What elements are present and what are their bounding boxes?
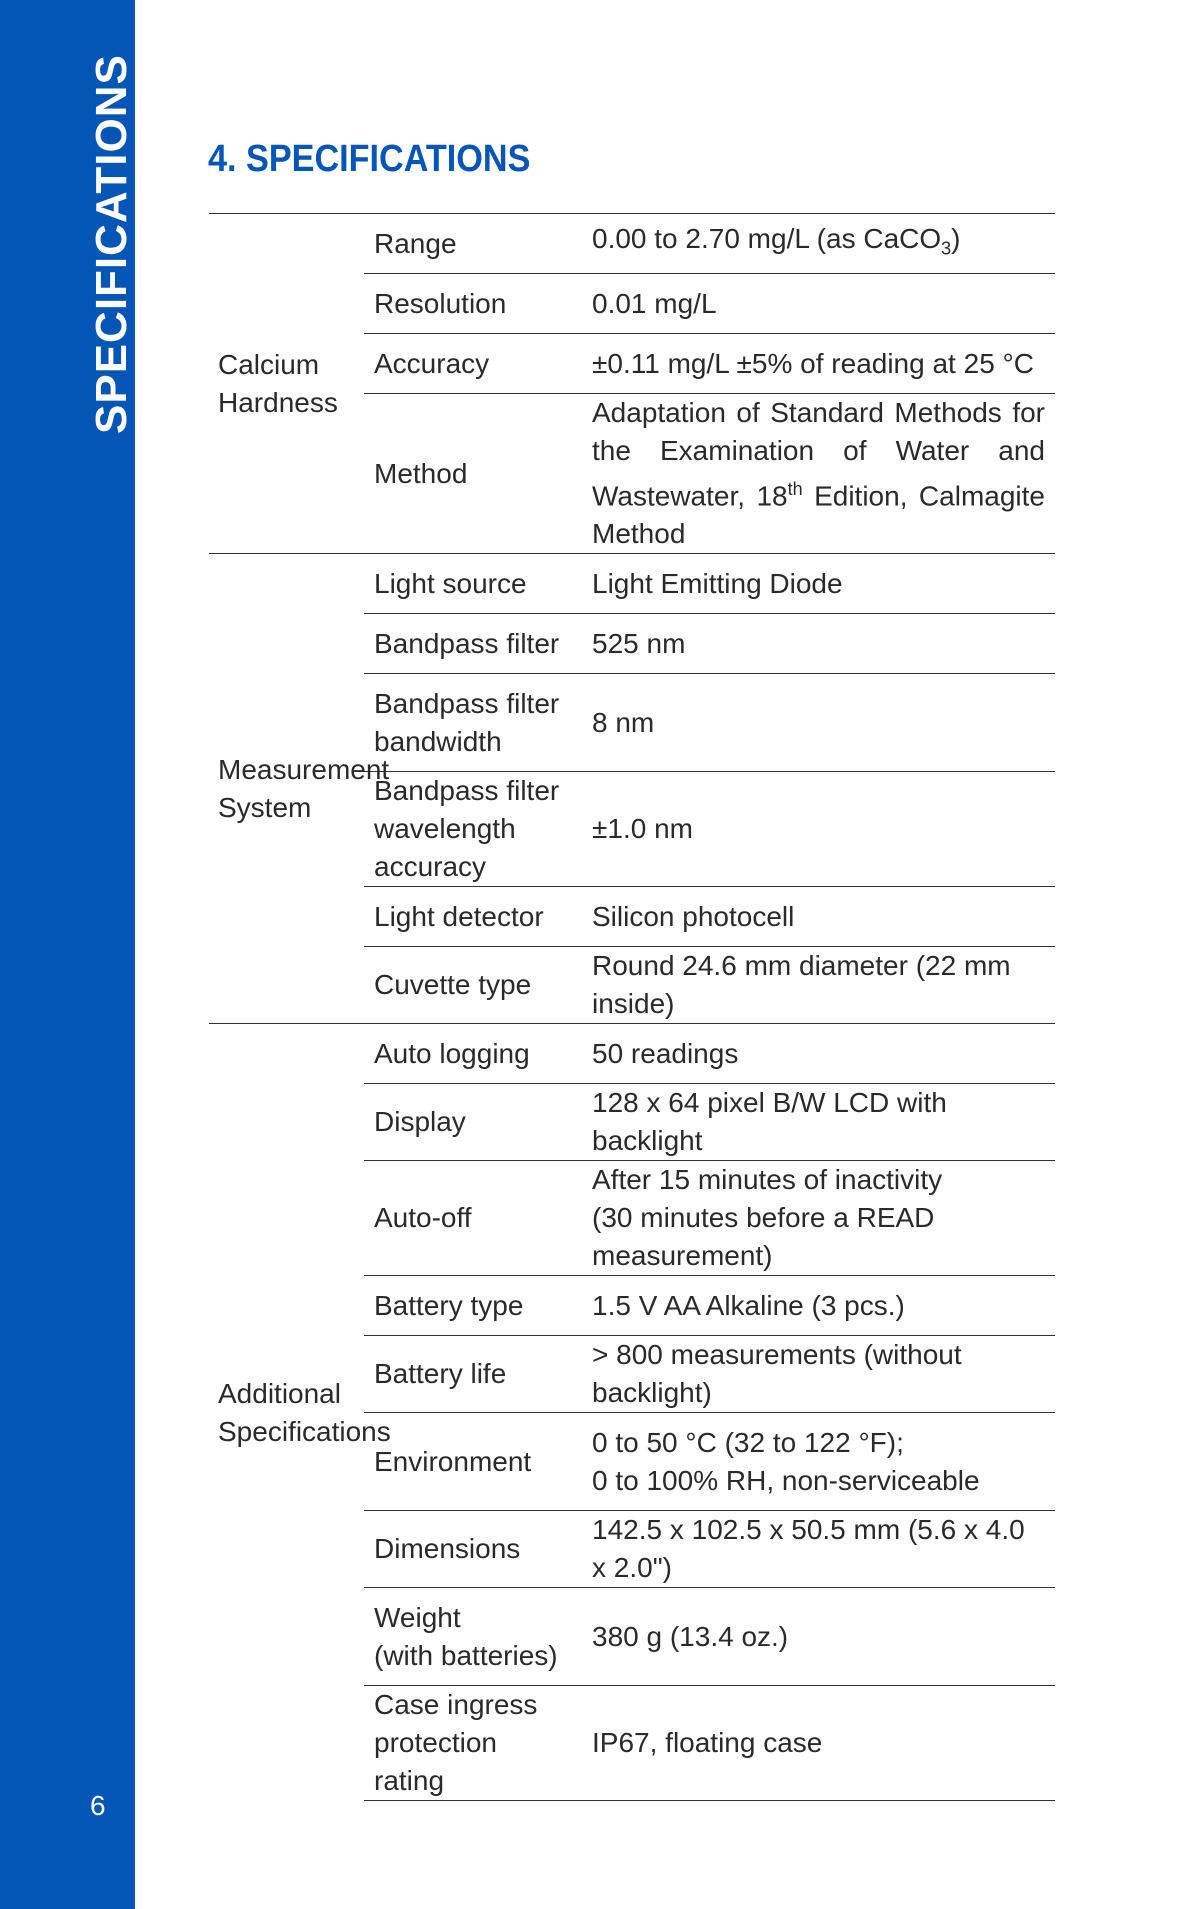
param-value: 1.5 V AA Alkaline (3 pcs.): [582, 1276, 1055, 1336]
param-value: After 15 minutes of inactivity (30 minutes before a READ measurement): [582, 1161, 1055, 1276]
param-label: Weight (with batteries): [364, 1588, 582, 1686]
param-value: 0 to 50 °C (32 to 122 °F); 0 to 100% RH, non-serviceable: [582, 1413, 1055, 1511]
param-label: Resolution: [364, 274, 582, 334]
param-label: Cuvette type: [364, 947, 582, 1024]
section-side-title: SPECIFICATIONS: [87, 54, 136, 434]
param-label: Auto-off: [364, 1161, 582, 1276]
param-value: 0.01 mg/L: [582, 274, 1055, 334]
group-label-measurement-system: Measurement System: [209, 554, 364, 1024]
param-value: ±0.11 mg/L ±5% of reading at 25 °C: [582, 334, 1055, 394]
param-value: 525 nm: [582, 614, 1055, 674]
side-band: [0, 0, 135, 1909]
param-label: Method: [364, 394, 582, 554]
param-label: Display: [364, 1084, 582, 1161]
group-label-calcium-hardness: Calcium Hardness: [209, 214, 364, 554]
param-value: 380 g (13.4 oz.): [582, 1588, 1055, 1686]
param-value: > 800 measurements (without backlight): [582, 1336, 1055, 1413]
param-value: 142.5 x 102.5 x 50.5 mm (5.6 x 4.0 x 2.0"): [582, 1511, 1055, 1588]
table-row: [209, 214, 1055, 274]
param-value: 50 readings: [582, 1024, 1055, 1084]
param-label: Bandpass filter bandwidth: [364, 674, 582, 772]
param-label: Case ingress protection rating: [364, 1686, 582, 1801]
param-value: Adaptation of Standard Methods for the Examination of Water and Wastewater, 18th Edition, Calmagite Method: [582, 394, 1055, 554]
table-row: [209, 1024, 1055, 1084]
param-value: Light Emitting Diode: [582, 554, 1055, 614]
param-label: Dimensions: [364, 1511, 582, 1588]
page-title: 4. SPECIFICATIONS: [208, 138, 531, 180]
param-label: Environment: [364, 1413, 582, 1511]
param-label: Auto logging: [364, 1024, 582, 1084]
param-label: Accuracy: [364, 334, 582, 394]
param-label: Range: [364, 214, 582, 274]
param-label: Light source: [364, 554, 582, 614]
param-label: Battery type: [364, 1276, 582, 1336]
param-value: 0.00 to 2.70 mg/L (as CaCO$_3$): [582, 214, 1055, 274]
param-label: Light detector: [364, 887, 582, 947]
specifications-table: [209, 213, 1055, 1801]
param-value: Round 24.6 mm diameter (22 mm inside): [582, 947, 1055, 1024]
table-row: [209, 554, 1055, 614]
param-value: ±1.0 nm: [582, 772, 1055, 887]
group-label-additional-specifications: Additional Specifications: [209, 1024, 364, 1801]
param-label: Bandpass filter wavelength accuracy: [364, 772, 582, 887]
param-label: Battery life: [364, 1336, 582, 1413]
param-value: IP67, floating case: [582, 1686, 1055, 1801]
page-number: 6: [90, 1790, 106, 1821]
param-label: Bandpass filter: [364, 614, 582, 674]
param-value: Silicon photocell: [582, 887, 1055, 947]
param-value: 8 nm: [582, 674, 1055, 772]
param-value: 128 x 64 pixel B/W LCD with backlight: [582, 1084, 1055, 1161]
